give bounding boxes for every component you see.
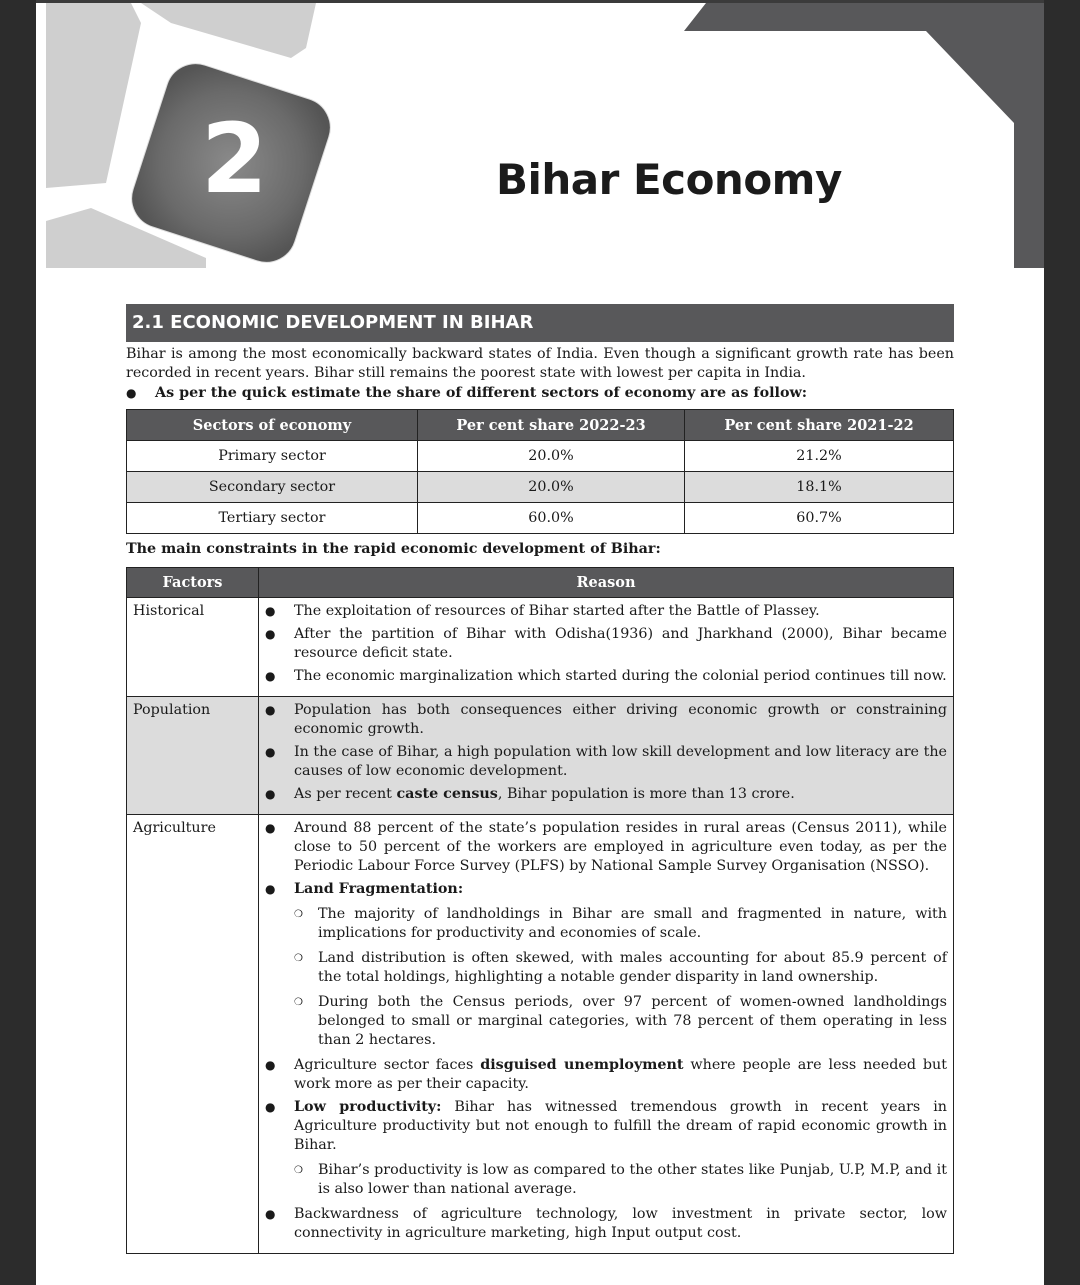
reason-cell (259, 815, 954, 1254)
caste-census-term: caste census (396, 786, 498, 802)
table-cell: 60.0% (418, 503, 685, 534)
table-cell: 18.1% (685, 472, 954, 503)
intro-paragraph: Bihar is among the most economically backward states of India. Even though a significant growth rate has been recorded in recent years. Bihar still remains the poorest state with lowest per capita in India. (126, 346, 954, 381)
list-item: ● The exploitation of resources of Bihar started after the Battle of Plassey. (265, 602, 947, 621)
table-cell: Tertiary sector (127, 503, 418, 534)
list-item: ● In the case of Bihar, a high population with low skill development and low literacy are the causes of low economic development. (265, 743, 947, 781)
table-row-population (127, 697, 954, 815)
top-right-shape (684, 3, 1044, 268)
disguised-unemployment-term: disguised unemployment (480, 1057, 684, 1073)
factor-label: Population (127, 697, 259, 815)
column-header: Per cent share 2021-22 (685, 410, 954, 441)
constraints-heading: The main constraints in the rapid economic development of Bihar: (126, 541, 661, 557)
factors-table-header (127, 568, 954, 598)
table-cell: 20.0% (418, 472, 685, 503)
factors-table (126, 567, 954, 1254)
sub-list-item: ❍ Land distribution is often skewed, with males accounting for about 85.9 percent of the total holdings, highlighting a notable gender disparity in land ownership. (294, 949, 947, 987)
sectors-table-header (127, 410, 954, 441)
table-cell: 20.0% (418, 441, 685, 472)
table-cell: 60.7% (685, 503, 954, 534)
list-item: ● Backwardness of agriculture technology, low investment in private sector, low connectivity in agriculture marketing, high Input output cost. (265, 1205, 947, 1243)
table-cell: Secondary sector (127, 472, 418, 503)
chapter-title: Bihar Economy (496, 155, 842, 204)
text-run: where people are less needed but work more as per their capacity. (294, 1057, 947, 1092)
low-productivity-term: Low productivity: (294, 1099, 442, 1115)
background-right (1044, 0, 1080, 1285)
table-cell: Primary sector (127, 441, 418, 472)
text-run: As per recent (294, 786, 397, 802)
factor-label: Agriculture (127, 815, 259, 1254)
book-page (36, 3, 1044, 1285)
quick-estimate-line: ● As per the quick estimate the share of different sectors of economy are as follow: (126, 384, 954, 403)
sub-list-item: ❍ During both the Census periods, over 97 percent of women-owned landholdings belonged to small or marginal categories, with 78 percent of them operating in less than 2 hectares. (294, 993, 947, 1050)
sectors-table (126, 409, 954, 534)
land-fragmentation-heading: Land Fragmentation: (294, 881, 464, 897)
sub-list-item: ❍ The majority of landholdings in Bihar are small and fragmented in nature, with implications for productivity and economies of scale. (294, 905, 947, 943)
list-item (265, 1056, 947, 1094)
list-item: ● After the partition of Bihar with Odisha(1936) and Jharkhand (2000), Bihar became resource deficit state. (265, 625, 947, 663)
list-item: ● The economic marginalization which started during the colonial period continues till now. (265, 667, 947, 686)
column-header: Per cent share 2022-23 (418, 410, 685, 441)
background-left (0, 0, 36, 1285)
table-row (127, 441, 954, 472)
sub-list-item: ❍ Bihar’s productivity is low as compared to the other states like Punjab, U.P, M.P, and it is also lower than national average. (294, 1161, 947, 1199)
list-item (265, 785, 947, 804)
text-run: Agriculture sector faces (294, 1057, 481, 1073)
text-run: , Bihar population is more than 13 crore. (497, 786, 795, 802)
column-header: Reason (259, 568, 954, 598)
page-content (126, 345, 954, 1254)
table-row (127, 472, 954, 503)
text-run: Bihar has witnessed tremendous growth in recent years in Agriculture productivity but not enough to fulfill the dream of rapid economic growth in Bihar. (294, 1099, 947, 1153)
top-left-shape (141, 3, 316, 58)
table-row (127, 503, 954, 534)
table-row-historical (127, 598, 954, 697)
factor-label: Historical (127, 598, 259, 697)
list-item (265, 880, 947, 1050)
list-item: ● Around 88 percent of the state’s population resides in rural areas (Census 2011), while close to 50 percent of the workers are employed in agriculture even today, as per the Periodic Labour Force Survey (PLFS) by National Sample Survey Organisation (NSSO). (265, 819, 947, 876)
reason-cell (259, 697, 954, 815)
chapter-number: 2 (201, 103, 268, 215)
list-item: ● Population has both consequences either driving economic growth or constraining economic growth. (265, 701, 947, 739)
section-heading: 2.1 ECONOMIC DEVELOPMENT IN BIHAR (126, 304, 954, 342)
table-row-agriculture (127, 815, 954, 1254)
column-header: Factors (127, 568, 259, 598)
list-item (265, 1098, 947, 1199)
column-header: Sectors of economy (127, 410, 418, 441)
left-shape (46, 3, 141, 188)
table-cell: 21.2% (685, 441, 954, 472)
reason-cell (259, 598, 954, 697)
chapter-header-decoration (36, 3, 1044, 268)
